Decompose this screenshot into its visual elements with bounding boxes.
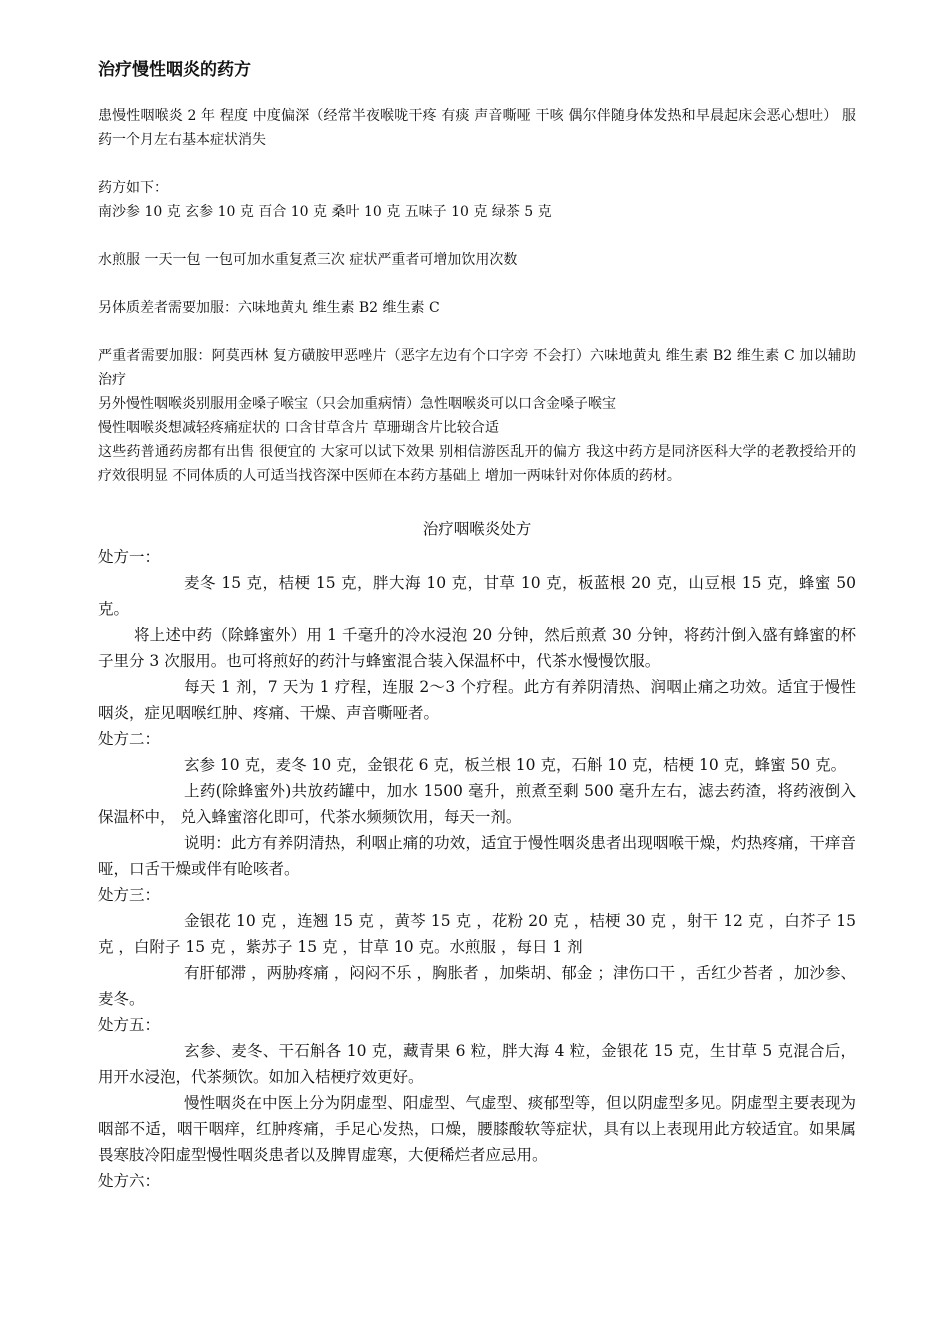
- document-title: 治疗慢性咽炎的药方: [98, 60, 251, 80]
- spacer: [98, 224, 856, 248]
- personal-remedy-section: [98, 104, 856, 488]
- closing-note: 这些药普通药房都有出售 很便宜的 大家可以试下效果 别相信游医乱开的偏方 我这中药方是同济医科大学的老教授给开的 疗效很明显 不同体质的人可适当找咨深中医师在本药方基础上 增加一两味针对你体质的药材。: [98, 444, 856, 484]
- usage-instructions: 水煎服 一天一包 一包可加水重复煮三次 症状严重者可增加饮用次数: [98, 252, 518, 268]
- prescription-1-method: 将上述中药（除蜂蜜外）用 1 千毫升的冷水浸泡 20 分钟，然后煎煮 30 分钟，将药汁倒入盛有蜂蜜的杯子里分 3 次服用。也可将煎好的药汁与蜂蜜混合装入保温杯中，代茶水慢慢饮服。: [98, 626, 856, 670]
- prescription-2-label: 处方二：: [98, 730, 161, 748]
- prescription-3-label: 处方三：: [98, 886, 161, 904]
- prescription-1-course: 每天 1 剂，7 天为 1 疗程，连服 2～3 个疗程。此方有养阴清热、润咽止痛之功效。适宜于慢性咽炎，症见咽喉红肿、疼痛、干燥、声音嘶哑者。: [98, 678, 856, 722]
- recipe-ingredients: 南沙参 10 克 玄参 10 克 百合 10 克 桑叶 10 克 五味子 10 克 绿茶 5 克: [98, 204, 552, 220]
- severe-case-addition: 严重者需要加服：阿莫西林 复方磺胺甲恶唑片（恶字左边有个口字旁 不会打）六味地黄丸 维生素 B2 维生素 C 加以辅助治疗: [98, 348, 856, 388]
- prescription-1-ingredients: 麦冬 15 克，桔梗 15 克，胖大海 10 克，甘草 10 克，板蓝根 20 克，山豆根 15 克，蜂蜜 50 克。: [98, 574, 856, 618]
- prescription-3-ingredients: 金银花 10 克 ，连翘 15 克 ，黄芩 15 克 ，花粉 20 克 ，桔梗 30 克 ，射干 12 克 ，白芥子 15 克 ，白附子 15 克 ，紫苏子 15 克 ，甘草 10 克。水煎服 ，每日 1 剂: [98, 912, 856, 956]
- spacer: [98, 152, 856, 176]
- prescription-5-ingredients: 玄参、麦冬、干石斛各 10 克，藏青果 6 粒，胖大海 4 粒，金银花 15 克，生甘草 5 克混合后，用开水浸泡，代茶频饮。如加入桔梗疗效更好。: [98, 1042, 856, 1086]
- prescription-5-label: 处方五：: [98, 1016, 161, 1034]
- document-page: [98, 58, 856, 1194]
- prescription-6-label: 处方六：: [98, 1172, 161, 1190]
- weak-constitution-addition: 另体质差者需要加服：六味地黄丸 维生素 B2 维生素 C: [98, 300, 440, 316]
- pain-relief-paragraph: 慢性咽喉炎想减轻疼痛症状的 口含甘草含片 草珊瑚含片比较合适: [98, 420, 499, 436]
- spacer: [98, 320, 856, 344]
- prescription-5-note: 慢性咽炎在中医上分为阴虚型、阳虚型、气虚型、痰郁型等，但以阴虚型多见。阴虚型主要表现为咽部不适，咽干咽痒，红肿疼痛，手足心发热，口燥，腰膝酸软等症状，具有以上表现用此方较适宜。如果属畏寒肢冷阳虚型慢性咽炎患者以及脾胃虚寒，大便稀烂者应忌用。: [98, 1094, 856, 1164]
- warning-paragraph: 另外慢性咽喉炎别服用金嗓子喉宝（只会加重病情）急性咽喉炎可以口含金嗓子喉宝: [98, 396, 616, 412]
- section-title: 治疗咽喉炎处方: [422, 520, 532, 538]
- prescription-2-ingredients: 玄参 10 克，麦冬 10 克，金银花 6 克，板兰根 10 克，石斛 10 克，桔梗 10 克，蜂蜜 50 克。: [184, 756, 847, 774]
- prescription-2-method: 上药(除蜂蜜外)共放药罐中，加水 1500 毫升，煎煮至剩 500 毫升左右，滤去药渣，将药液倒入保温杯中， 兑入蜂蜜溶化即可，代茶水频频饮用，每天一剂。: [98, 782, 856, 826]
- prescriptions-section: [98, 544, 856, 1194]
- prescription-3-modification: 有肝郁滞 ，两胁疼痛 ，闷闷不乐 ，胸胀者 ，加柴胡、郁金 ；津伤口干 ，舌红少苔者 ，加沙参、麦冬。: [98, 964, 856, 1008]
- spacer: [98, 272, 856, 296]
- prescription-2-note: 说明：此方有养阴清热，利咽止痛的功效，适宜于慢性咽炎患者出现咽喉干燥，灼热疼痛，干痒音哑，口舌干燥或伴有呛咳者。: [98, 834, 856, 878]
- intro-paragraph: 患慢性咽喉炎 2 年 程度 中度偏深（经常半夜喉咙干疼 有痰 声音嘶哑 干咳 偶尔伴随身体发热和早晨起床会恶心想吐） 服药一个月左右基本症状消失: [98, 108, 856, 148]
- prescription-1-label: 处方一：: [98, 548, 161, 566]
- recipe-label: 药方如下：: [98, 180, 168, 196]
